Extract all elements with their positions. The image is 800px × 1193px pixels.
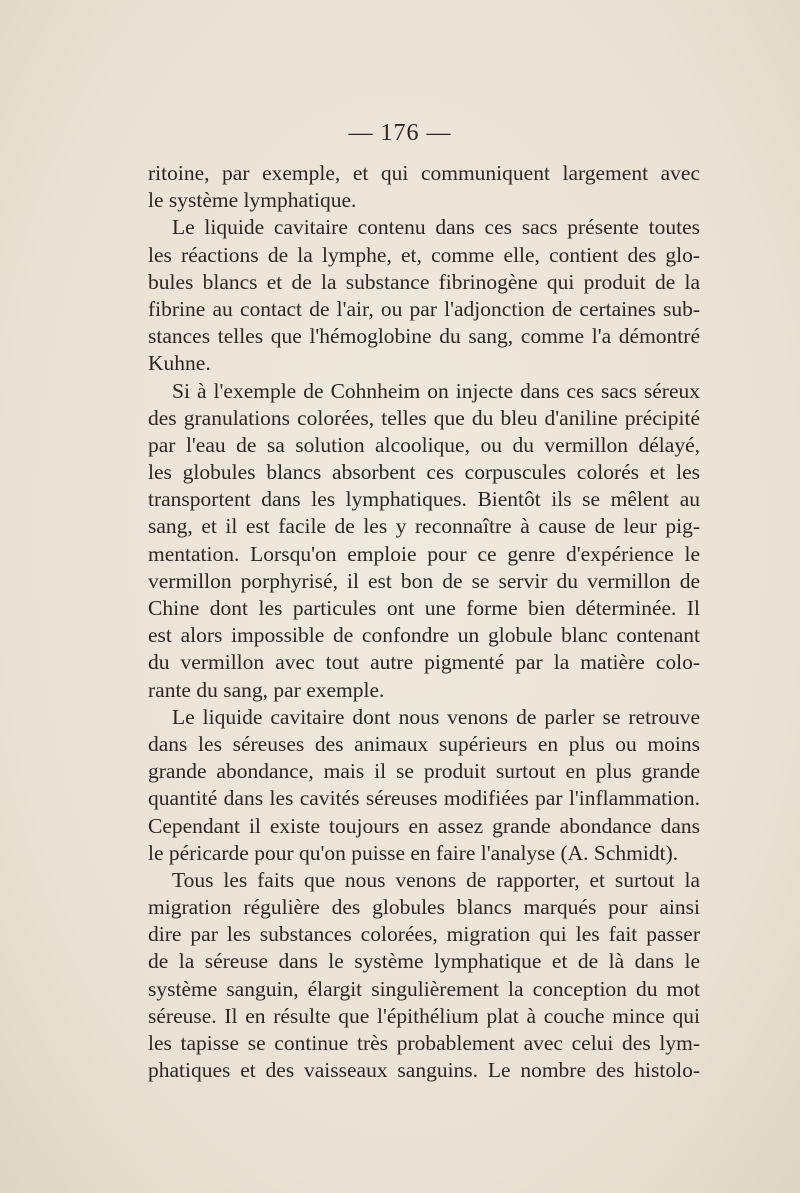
text-line: ritoine, par exemple, et qui communiquent largement avec [148, 161, 700, 185]
text-line: transportent dans les lymphatiques. Bientôt ils se mêlent au [148, 487, 700, 512]
text-line: sang, et il est facile de les y reconnaître à cause de leur pig- [148, 514, 700, 539]
text-line: dans les séreuses des animaux supérieurs en plus ou moins [148, 731, 700, 756]
text-line: mentation. Lorsqu'on emploie pour ce genre d'expérience le [148, 541, 700, 566]
text-line: stances telles que l'hémoglobine du sang, comme l'a démontré [148, 324, 700, 349]
text-line: le péricarde pour qu'on puisse en faire l'analyse (A. Schmidt). [148, 840, 679, 865]
text-line: est alors impossible de confondre un globule blanc contenant [148, 623, 700, 648]
text-line: Cependant il existe toujours en assez grande abondance dans [148, 813, 700, 838]
text-line: les réactions de la lymphe, et, comme elle, contient des glo- [148, 242, 700, 267]
text-line: dire par les substances colorées, migration qui les fait passer [148, 922, 700, 947]
text-line: Tous les faits que nous venons de rapporter, et surtout la [172, 867, 700, 892]
text-line: Le liquide cavitaire contenu dans ces sacs présente toutes [172, 215, 700, 240]
text-line: phatiques et des vaisseaux sanguins. Le nombre des histolo- [148, 1058, 700, 1083]
text-line: fibrine au contact de l'air, ou par l'adjonction de certaines sub- [148, 296, 700, 321]
text-line: les globules blancs absorbent ces corpuscules colorés et les [148, 460, 700, 485]
text-line: Chine dont les particules ont une forme bien déterminée. Il [148, 596, 700, 620]
text-line: séreuse. Il en résulte que l'épithélium plat à couche mince qui [148, 1003, 700, 1028]
text-line: système sanguin, élargit singulièrement la conception du mot [148, 976, 700, 1001]
text-line: de la séreuse dans le système lymphatique et de là dans le [148, 949, 700, 974]
text-line: par l'eau de sa solution alcoolique, ou du vermillon délayé, [148, 432, 700, 457]
page-number: — 176 — [348, 120, 452, 146]
body-text [148, 160, 700, 1084]
text-line: vermillon porphyrisé, il est bon de se servir du vermillon de [148, 568, 700, 593]
text-line: quantité dans les cavités séreuses modifiées par l'inflammation. [148, 786, 700, 811]
text-line: les tapisse se continue très probablement avec celui des lym- [148, 1031, 700, 1055]
text-line: des granulations colorées, telles que du bleu d'aniline précipité [148, 405, 700, 430]
text-line: le système lymphatique. [148, 188, 357, 213]
text-line: Si à l'exemple de Cohnheim on injecte dans ces sacs séreux [172, 378, 700, 403]
text-line: rante du sang, par exemple. [148, 677, 385, 702]
text-line: grande abondance, mais il se produit surtout en plus grande [148, 759, 700, 784]
text-line: bules blancs et de la substance fibrinogène qui produit de la [148, 269, 700, 294]
text-line: Kuhne. [148, 351, 211, 376]
text-line: du vermillon avec tout autre pigmenté par la matière colo- [148, 650, 700, 675]
text-line: migration régulière des globules blancs marqués pour ainsi [148, 895, 700, 920]
text-line: Le liquide cavitaire dont nous venons de parler se retrouve [172, 704, 700, 729]
